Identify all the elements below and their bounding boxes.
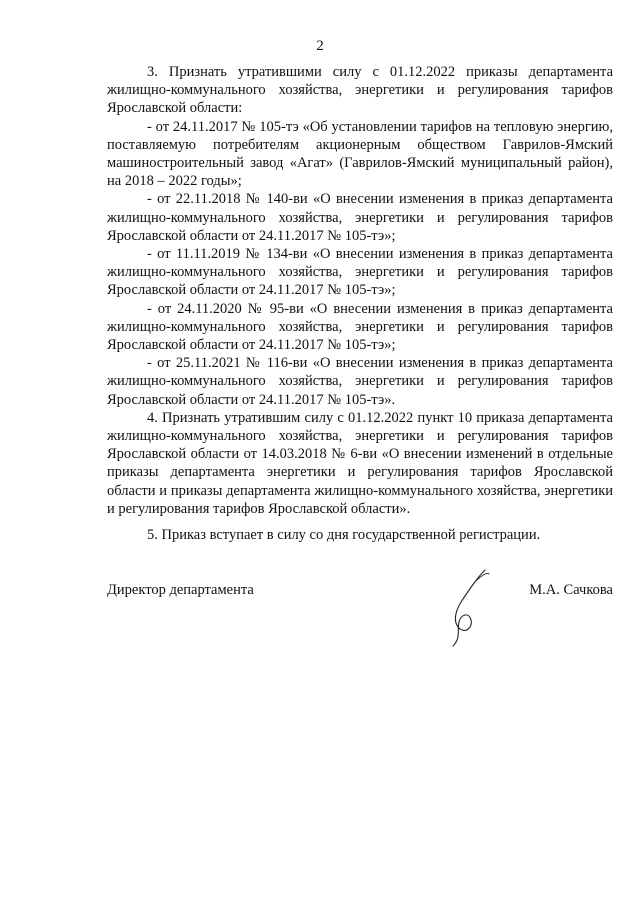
clause-3-item: - от 25.11.2021 № 116-ви «О внесении изменения в приказ департамента жилищно-коммунального хозяйства, энергетики и регулирования тарифов Ярославской области от 24.11.2017 № 105-тэ». [107, 355, 613, 408]
signature-block [107, 568, 613, 658]
document-body [107, 63, 613, 544]
clause-5: 5. Приказ вступает в силу со дня государственной регистрации. [147, 527, 541, 544]
signatory-name: М.А. Сачкова [529, 582, 613, 598]
handwritten-signature [447, 568, 497, 648]
clause-4: 4. Признать утратившим силу с 01.12.2022 пункт 10 приказа департамента жилищно-коммунального хозяйства, энергетики и регулирования тарифов Ярославской области от 14.03.2018 № 6-ви «О внесении изменений в отдельные приказы департамента энергетики и регулирования тарифов Ярославской области и приказы департамента жилищно-коммунального хозяйства, энергетики и регулирования тарифов Ярославской области». [107, 409, 613, 517]
clause-3-item: - от 24.11.2020 № 95-ви «О внесении изменения в приказ департамента жилищно-коммунального хозяйства, энергетики и регулирования тарифов Ярославской области от 24.11.2017 № 105-тэ»; [107, 300, 613, 354]
clause-3-item: - от 24.11.2017 № 105-тэ «Об установлении тарифов на тепловую энергию, поставляемую потребителям акционерным обществом Гаврилов-Ямский машиностроительный завод «Агат» (Гаврилов-Ямский муниципальный район), на 2018 – 2022 годы»; [107, 118, 613, 190]
clause-3-intro: 3. Признать утратившими силу с 01.12.2022 приказы департамента жилищно-коммунального хозяйства, энергетики и регулирования тарифов Ярославской области: [107, 64, 613, 117]
clause-3-item: - от 22.11.2018 № 140-ви «О внесении изменения в приказ департамента жилищно-коммунального хозяйства, энергетики и регулирования тарифов Ярославской области от 24.11.2017 № 105-тэ»; [107, 191, 613, 244]
page-number: 2 [316, 38, 324, 54]
clause-3-item: - от 11.11.2019 № 134-ви «О внесении изменения в приказ департамента жилищно-коммунального хозяйства, энергетики и регулирования тарифов Ярославской области от 24.11.2017 № 105-тэ»; [107, 246, 613, 299]
signatory-title: Директор департамента [107, 582, 254, 598]
